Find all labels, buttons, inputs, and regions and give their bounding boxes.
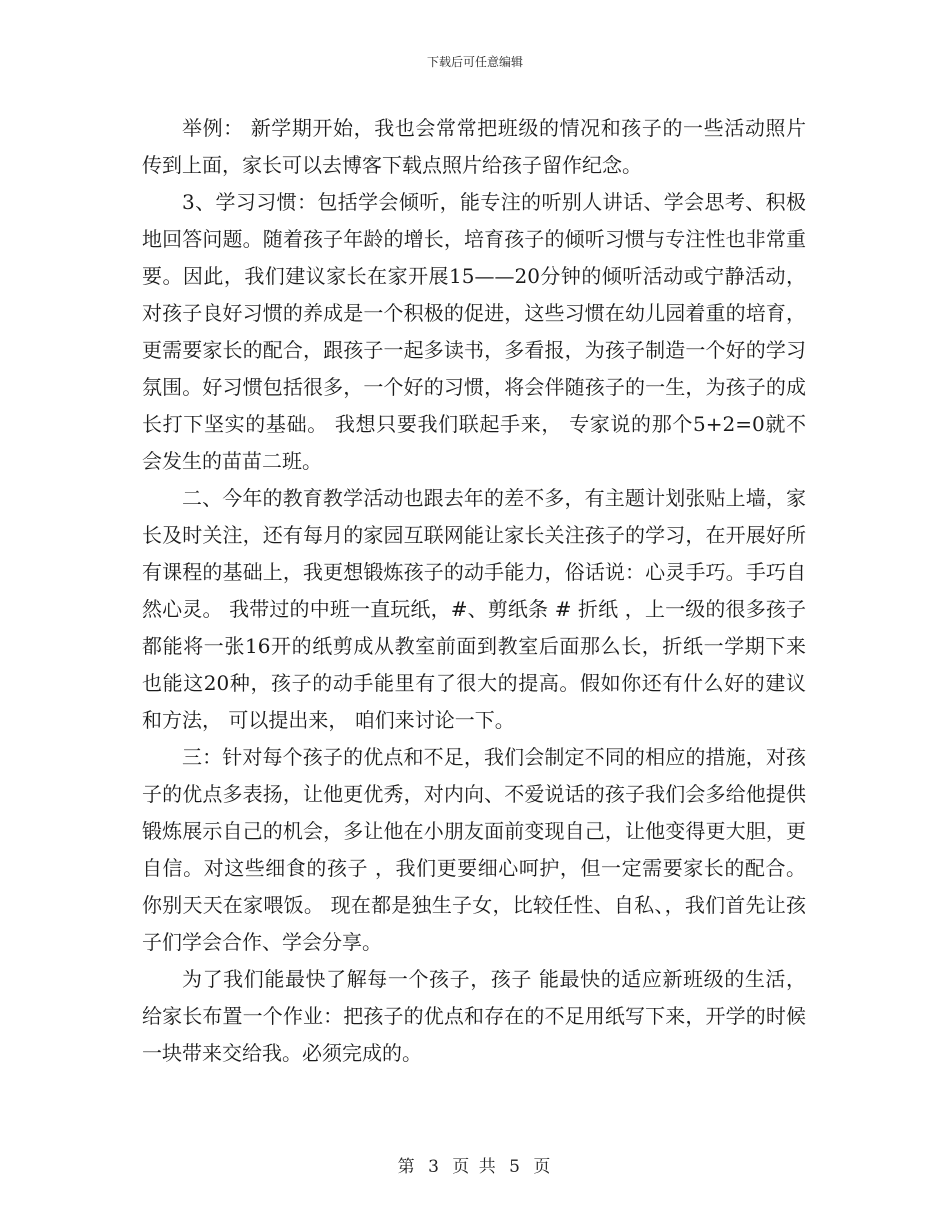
page-label-suffix: 页 <box>533 1157 553 1177</box>
total-pages-number: 5 <box>509 1157 522 1177</box>
paragraph-teaching-activities: 二、今年的教育教学活动也跟去年的差不多，有主题计划张贴上墙，家长及时关注，还有每月的家园互联网能让家长关注孩子的学习，在开展好所有课程的基础上，我更想锻炼孩子的动手能力，俗话说：心灵手巧。手巧自然心灵。 我带过的中班一直玩纸，#、剪纸条 # 折纸 ，上一级的很多孩子都能将一张16开的纸剪成从教室前面到教室后面那么长，折纸一学期下来也能这20种，孩子的动手能里有了很大的提高。假如你还有什么好的建议和方法， 可以提出来， 咱们来讨论一下。 <box>142 486 806 732</box>
page-label-prefix: 第 <box>397 1157 417 1177</box>
paragraph-homework: 为了我们能最快了解每一个孩子，孩子 能最快的适应新班级的生活，给家长布置一个作业：把孩子的优点和存在的不足用纸写下来，开学的时候一块带来交给我。必须完成的。 <box>142 967 806 1065</box>
paragraph-example: 举例： 新学期开始，我也会常常把班级的情况和孩子的一些活动照片传到上面，家长可以去博客下载点照片给孩子留作纪念。 <box>142 116 806 177</box>
page-footer <box>0 1152 950 1177</box>
page-label-mid: 页 共 <box>452 1157 498 1177</box>
page-header: 下载后可任意编辑 <box>426 55 523 69</box>
document-body <box>142 110 806 1072</box>
current-page-number: 3 <box>428 1157 441 1177</box>
paragraph-learning-habits: 3、学习习惯：包括学会倾听，能专注的听别人讲话、学会思考、积极地回答问题。随着孩子年龄的增长，培育孩子的倾听习惯与专注性也非常重要。因此，我们建议家长在家开展15——20分钟的倾听活动或宁静活动，对孩子良好习惯的养成是一个积极的促进，这些习惯在幼儿园着重的培育，更需要家长的配合，跟孩子一起多读书，多看报，为孩子制造一个好的学习氛围。好习惯包括很多，一个好的习惯，将会伴随孩子的一生，为孩子的成长打下坚实的基础。 我想只要我们联起手来， 专家说的那个5+2=0就不会发生的苗苗二班。 <box>142 190 806 473</box>
paragraph-individual-measures: 三：针对每个孩子的优点和不足，我们会制定不同的相应的措施，对孩子的优点多表扬，让他更优秀，对内向、不爱说话的孩子我们会多给他提供锻炼展示自己的机会，多让他在小朋友面前变现自己，让他变得更大胆，更自信。对这些细食的孩子 ，我们更要细心呵护，但一定需要家长的配合。你别天天在家喂饭。 现在都是独生子女，比较任性、自私、，我们首先让孩子们学会合作、学会分享。 <box>142 745 806 954</box>
